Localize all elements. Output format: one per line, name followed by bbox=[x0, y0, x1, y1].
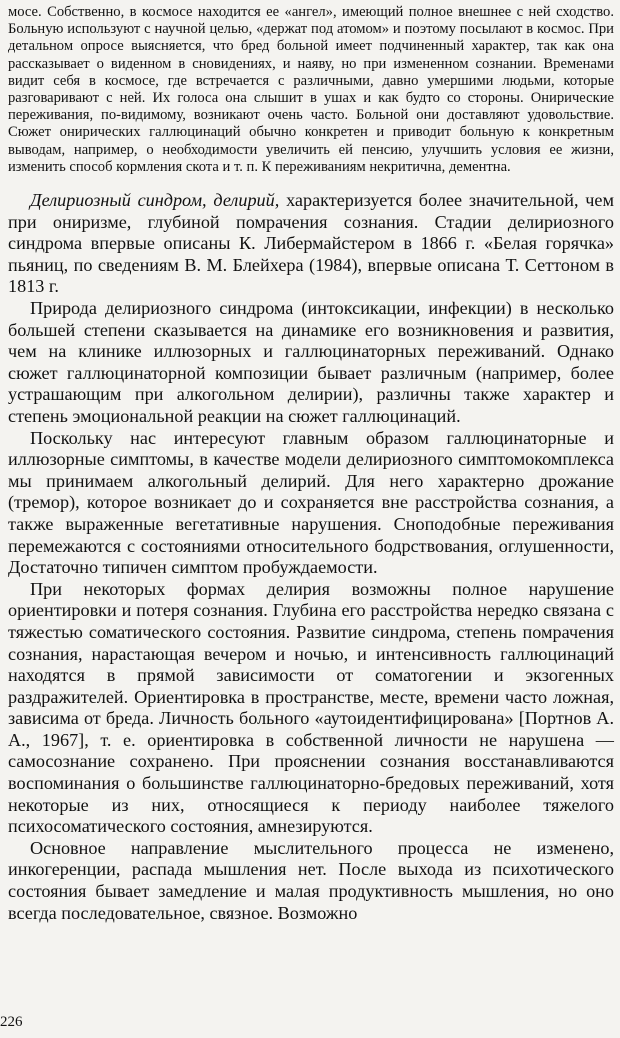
case-description-block bbox=[8, 4, 614, 176]
main-text-block bbox=[8, 190, 614, 924]
paragraph-thinking: Основное направление мыслительного процесса не изменено, инкогеренции, распада мышления нет. После выхода из психотического состояния бывает замедление и малая продуктивность мышления, но оно всегда последовательное, связное. Возможно bbox=[8, 837, 614, 923]
paragraph-alcohol-delirium: Поскольку нас интересуют главным образом галлюцинаторные и иллюзорные симптомы, в качестве модели делириозного симптомокомплекса мы принимаем алкогольный делирий. Для него характерно дрожание (тремор), которое возникает до и сохраняется вне расстройства сознания, а также выраженные вегетативные нарушения. Сноподобные переживания перемежаются с состояниями относительного бодрствования, оглушенности, Достаточно типичен симптом пробуждаемости. bbox=[8, 427, 614, 578]
paragraph-delirium-nature: Природа делириозного синдрома (интоксикации, инфекции) в несколько большей степени сказывается на динамике его возникновения и развития, чем на клинике иллюзорных и галлюцинаторных переживаний. Однако сюжет галлюцинаторной композиции бывает различным (например, более устрашающим при алкогольном делирии), различны также характер и степень эмоциональной реакции на сюжет галлюцинаций. bbox=[8, 298, 614, 426]
paragraph-delirium-definition bbox=[8, 190, 614, 298]
paragraph-orientation: При некоторых формах делирия возможны полное нарушение ориентировки и потеря сознания. Глубина его расстройства нередко связана с тяжестью соматического состояния. Развитие синдрома, степень помрачения сознания, нарастающая вечером и ночью, и интенсивность галлюцинаций находятся в прямой зависимости от соматогении и экзогенных раздражителей. Ориентировка в пространстве, месте, времени часто ложная, зависима от бреда. Личность больного «аутоидентифицирована» [Портнов А. А., 1967], т. е. ориентировка в собственной личности не нарушена — самосознание сохранено. При прояснении сознания восстанавливаются воспоминания о большинстве галлюцинаторно-бредовых переживаний, хотя некоторые из них, относящиеся к периоду наиболее тяжелого психосоматического состояния, амнезируются. bbox=[8, 578, 614, 837]
page-number: 226 bbox=[0, 1014, 23, 1030]
intro-paragraph: мосе. Собственно, в космосе находится ее «ангел», имеющий полное внешнее с ней сходство. Больную используют с научной целью, «держат под атомом» и поэтому посылают в космос. При детальном опросе выясняется, что бред больной имеет подчиненный характер, так как она рассказывает о виденном в сновидениях, и наяву, но при измененном сознании. Временами видит себя в космосе, где встречается с различными, давно умершими людьми, которые разговаривают с ней. Их голоса она слышит в ушах и как будто со стороны. Онирические переживания, по-видимому, возникают очень часто. Больной они доставляют удовольствие. Сюжет онирических галлюцинаций обычно конкретен и приводит больную к конкретным выводам, например, о необходимости увеличить ей пенсию, улучшить условия ее жизни, изменить способ кормления скота и т. п. К переживаниям некритична, дементна. bbox=[8, 4, 614, 175]
paragraph-1-text: характеризуется более значительной, чем при ониризме, глубиной помрачения сознания. Стадии делириозного синдрома впервые описаны К. Либермайстером в 1866 г. «Белая горячка» пьяниц, по сведениям В. М. Блейхера (1984), впервые описана Т. Сеттоном в 1813 г. bbox=[8, 190, 615, 297]
delirium-term: Делириозный синдром, делирий, bbox=[30, 190, 280, 211]
